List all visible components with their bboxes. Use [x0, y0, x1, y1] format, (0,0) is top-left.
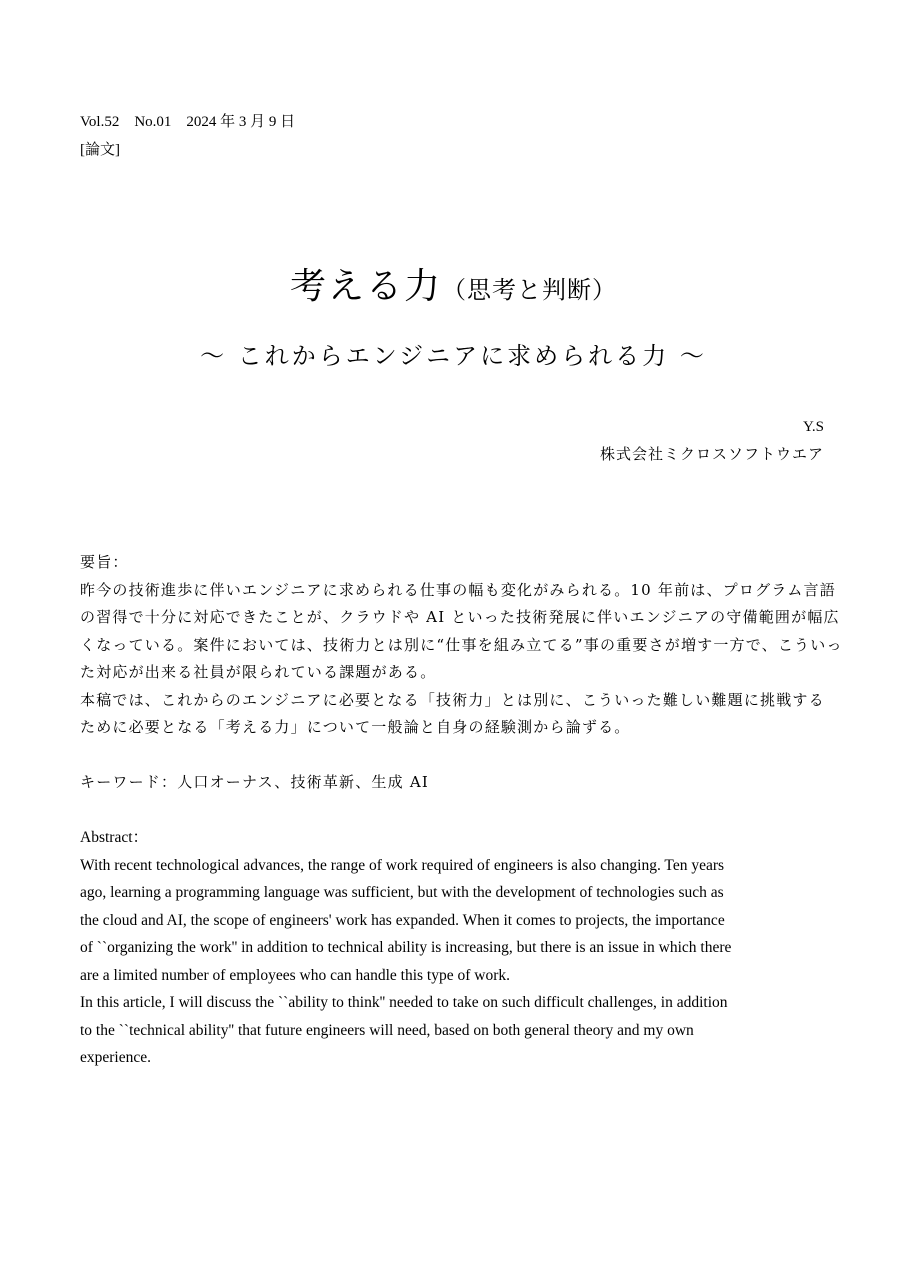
issue-line: Vol.52 No.01 2024 年 3 月 9 日 — [80, 114, 296, 130]
summary-jp — [80, 549, 843, 742]
abstract-line: With recent technological advances, the range of work required of engineers is also changing. Ten years — [80, 856, 725, 874]
title-parenthetical: （思考と判断） — [442, 276, 617, 304]
page-title — [0, 264, 907, 313]
author-name: Y.S — [803, 419, 824, 435]
article-category: [論文] — [80, 142, 120, 158]
summary-line: た対応が出来る社員が限られている課題がある。 — [80, 663, 437, 681]
keywords-line: キーワード：人口オーナス、技術革新、生成 AI — [80, 773, 429, 791]
abstract-line: experience. — [80, 1049, 151, 1066]
summary-line: 昨今の技術進歩に伴いエンジニアに求められる仕事の幅も変化がみられる。10 年前は、プログラム言語 — [80, 580, 836, 599]
abstract-line: ago, learning a programming language was sufficient, but with the development of technologies such as — [80, 884, 724, 901]
title-main: 考える力 — [289, 266, 442, 307]
keywords — [80, 769, 825, 797]
page-subtitle: ～ これからエンジニアに求められる力 ～ — [200, 342, 707, 370]
summary-line: の習得で十分に対応できたことが、クラウドや AI といった技術発展に伴いエンジニアの守備範囲が幅広 — [80, 608, 840, 626]
abstract-heading: Abstract： — [80, 829, 149, 846]
author-block — [600, 413, 824, 469]
summary-line: くなっている。案件においては、技術力とは別に“仕事を組み立てる”事の重要さが増す一方で、こういっ — [80, 635, 843, 654]
abstract-line: to the ``technical ability'' that future engineers will need, based on both general theory and my own — [80, 1021, 694, 1039]
summary-line: 本稿では、これからのエンジニアに必要となる「技術力」とは別に、こういった難しい難題に挑戦する — [80, 690, 825, 709]
abstract-en — [80, 824, 825, 1072]
summary-heading: 要旨： — [80, 553, 129, 571]
abstract-line: In this article, I will discuss the ``ability to think'' needed to take on such difficult challenges, in addition — [80, 994, 728, 1011]
summary-line: ために必要となる「考える力」について一般論と自身の経験測から論ずる。 — [80, 718, 631, 736]
abstract-line: are a limited number of employees who can handle this type of work. — [80, 966, 510, 984]
author-affiliation: 株式会社ミクロスソフトウエア — [599, 447, 824, 463]
abstract-line: the cloud and AI, the scope of engineers' work has expanded. When it comes to projects, the importance — [80, 911, 725, 929]
abstract-line: of ``organizing the work'' in addition to technical ability is increasing, but there is an issue in which there — [80, 939, 732, 956]
